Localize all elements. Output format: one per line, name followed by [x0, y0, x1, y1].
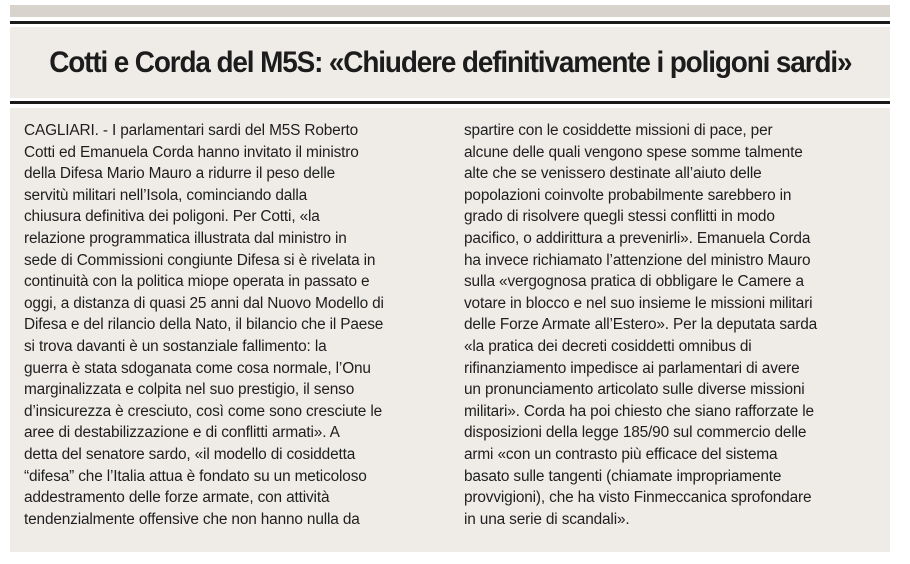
text-line: provvigioni), che ha visto Finmeccanica sprofondare	[464, 489, 812, 507]
text-line: Cotti ed Emanuela Corda hanno invitato il ministro	[24, 143, 359, 161]
article-column-left	[24, 120, 444, 530]
text-line: marginalizzata e colpita nel suo prestigio, il senso	[24, 381, 355, 399]
text-line: alte che se venissero destinate all’aiuto delle	[464, 165, 762, 183]
headline: Cotti e Corda del M5S: «Chiudere definitivamente i poligoni sardi»	[48, 45, 852, 79]
text-line: aree di destabilizzazione e di conflitti armati». A	[24, 424, 340, 442]
text-line: popolazioni coinvolte probabilmente sarebbero in	[464, 186, 792, 204]
text-line: un pronunciamento articolato sulle diverse missioni	[464, 381, 805, 399]
text-line: sulla «vergognosa pratica di obbligare le Camere a	[464, 273, 804, 291]
headline-rule-top	[10, 21, 890, 24]
text-line: relazione programmatica illustrata dal ministro in	[24, 229, 347, 247]
text-line: si trova davanti è un sostanziale fallimento: la	[24, 337, 327, 355]
text-line: sede di Commissioni congiunte Difesa si è rivelata in	[24, 251, 376, 269]
text-line: disposizioni della legge 185/90 sul commercio delle	[464, 424, 807, 442]
text-line: d’insicurezza è cresciuto, così come sono cresciute le	[24, 402, 383, 420]
text-line: «la pratica dei decreti cosiddetti omnibus di	[464, 337, 752, 355]
text-line: militari». Corda ha poi chiesto che siano rafforzate le	[464, 402, 814, 420]
text-line: tendenzialmente offensive che non hanno nulla da	[24, 510, 360, 528]
text-line: “difesa” che l’Italia attua è fondato su un meticoloso	[24, 467, 367, 485]
text-line: delle Forze Armate all’Estero». Per la deputata sarda	[464, 316, 818, 334]
text-line: continuità con la politica miope operata in passato e	[24, 273, 370, 291]
top-decorative-band	[10, 5, 890, 17]
text-line: Difesa e del rilancio della Nato, il bilancio che il Paese	[24, 316, 384, 334]
headline-box	[10, 27, 890, 98]
text-line: oggi, a distanza di quasi 25 anni dal Nuovo Modello di	[24, 294, 384, 312]
text-line: ha invece richiamato l’attenzione del ministro Mauro	[464, 251, 811, 269]
text-line: spartire con le cosiddette missioni di pace, per	[464, 122, 773, 139]
text-line: CAGLIARI. - I parlamentari sardi del M5S Roberto	[24, 122, 359, 139]
text-line: rifinanziamento impedisce ai parlamentari di avere	[464, 359, 800, 377]
text-line: della Difesa Mario Mauro a ridurre il peso delle	[24, 165, 336, 183]
text-line: armi «con un contrasto più efficace del sistema	[464, 445, 778, 463]
text-line: in una serie di scandali».	[464, 510, 630, 528]
text-line: basato sulle tangenti (chiamate impropriamente	[464, 467, 782, 485]
headline-rule-bottom	[10, 101, 890, 104]
article-body	[10, 108, 890, 552]
text-line: chiusura definitiva dei poligoni. Per Cotti, «la	[24, 208, 320, 226]
article-column-right	[464, 120, 884, 530]
text-line: pacifico, o addirittura a prevenirli». Emanuela Corda	[464, 229, 811, 247]
text-line: servitù militari nell’Isola, cominciando dalla	[24, 186, 308, 204]
text-line: alcune delle quali vengono spese somme talmente	[464, 143, 803, 161]
text-line: votare in blocco e nel suo insieme le missioni militari	[464, 294, 813, 312]
text-line: grado di risolvere quegli stessi conflitti in modo	[464, 208, 775, 226]
text-line: addestramento delle forze armate, con attività	[24, 489, 330, 507]
text-line: detta del senatore sardo, «il modello di cosiddetta	[24, 445, 356, 463]
text-line: guerra è stata sdoganata come cosa normale, l’Onu	[24, 359, 371, 377]
